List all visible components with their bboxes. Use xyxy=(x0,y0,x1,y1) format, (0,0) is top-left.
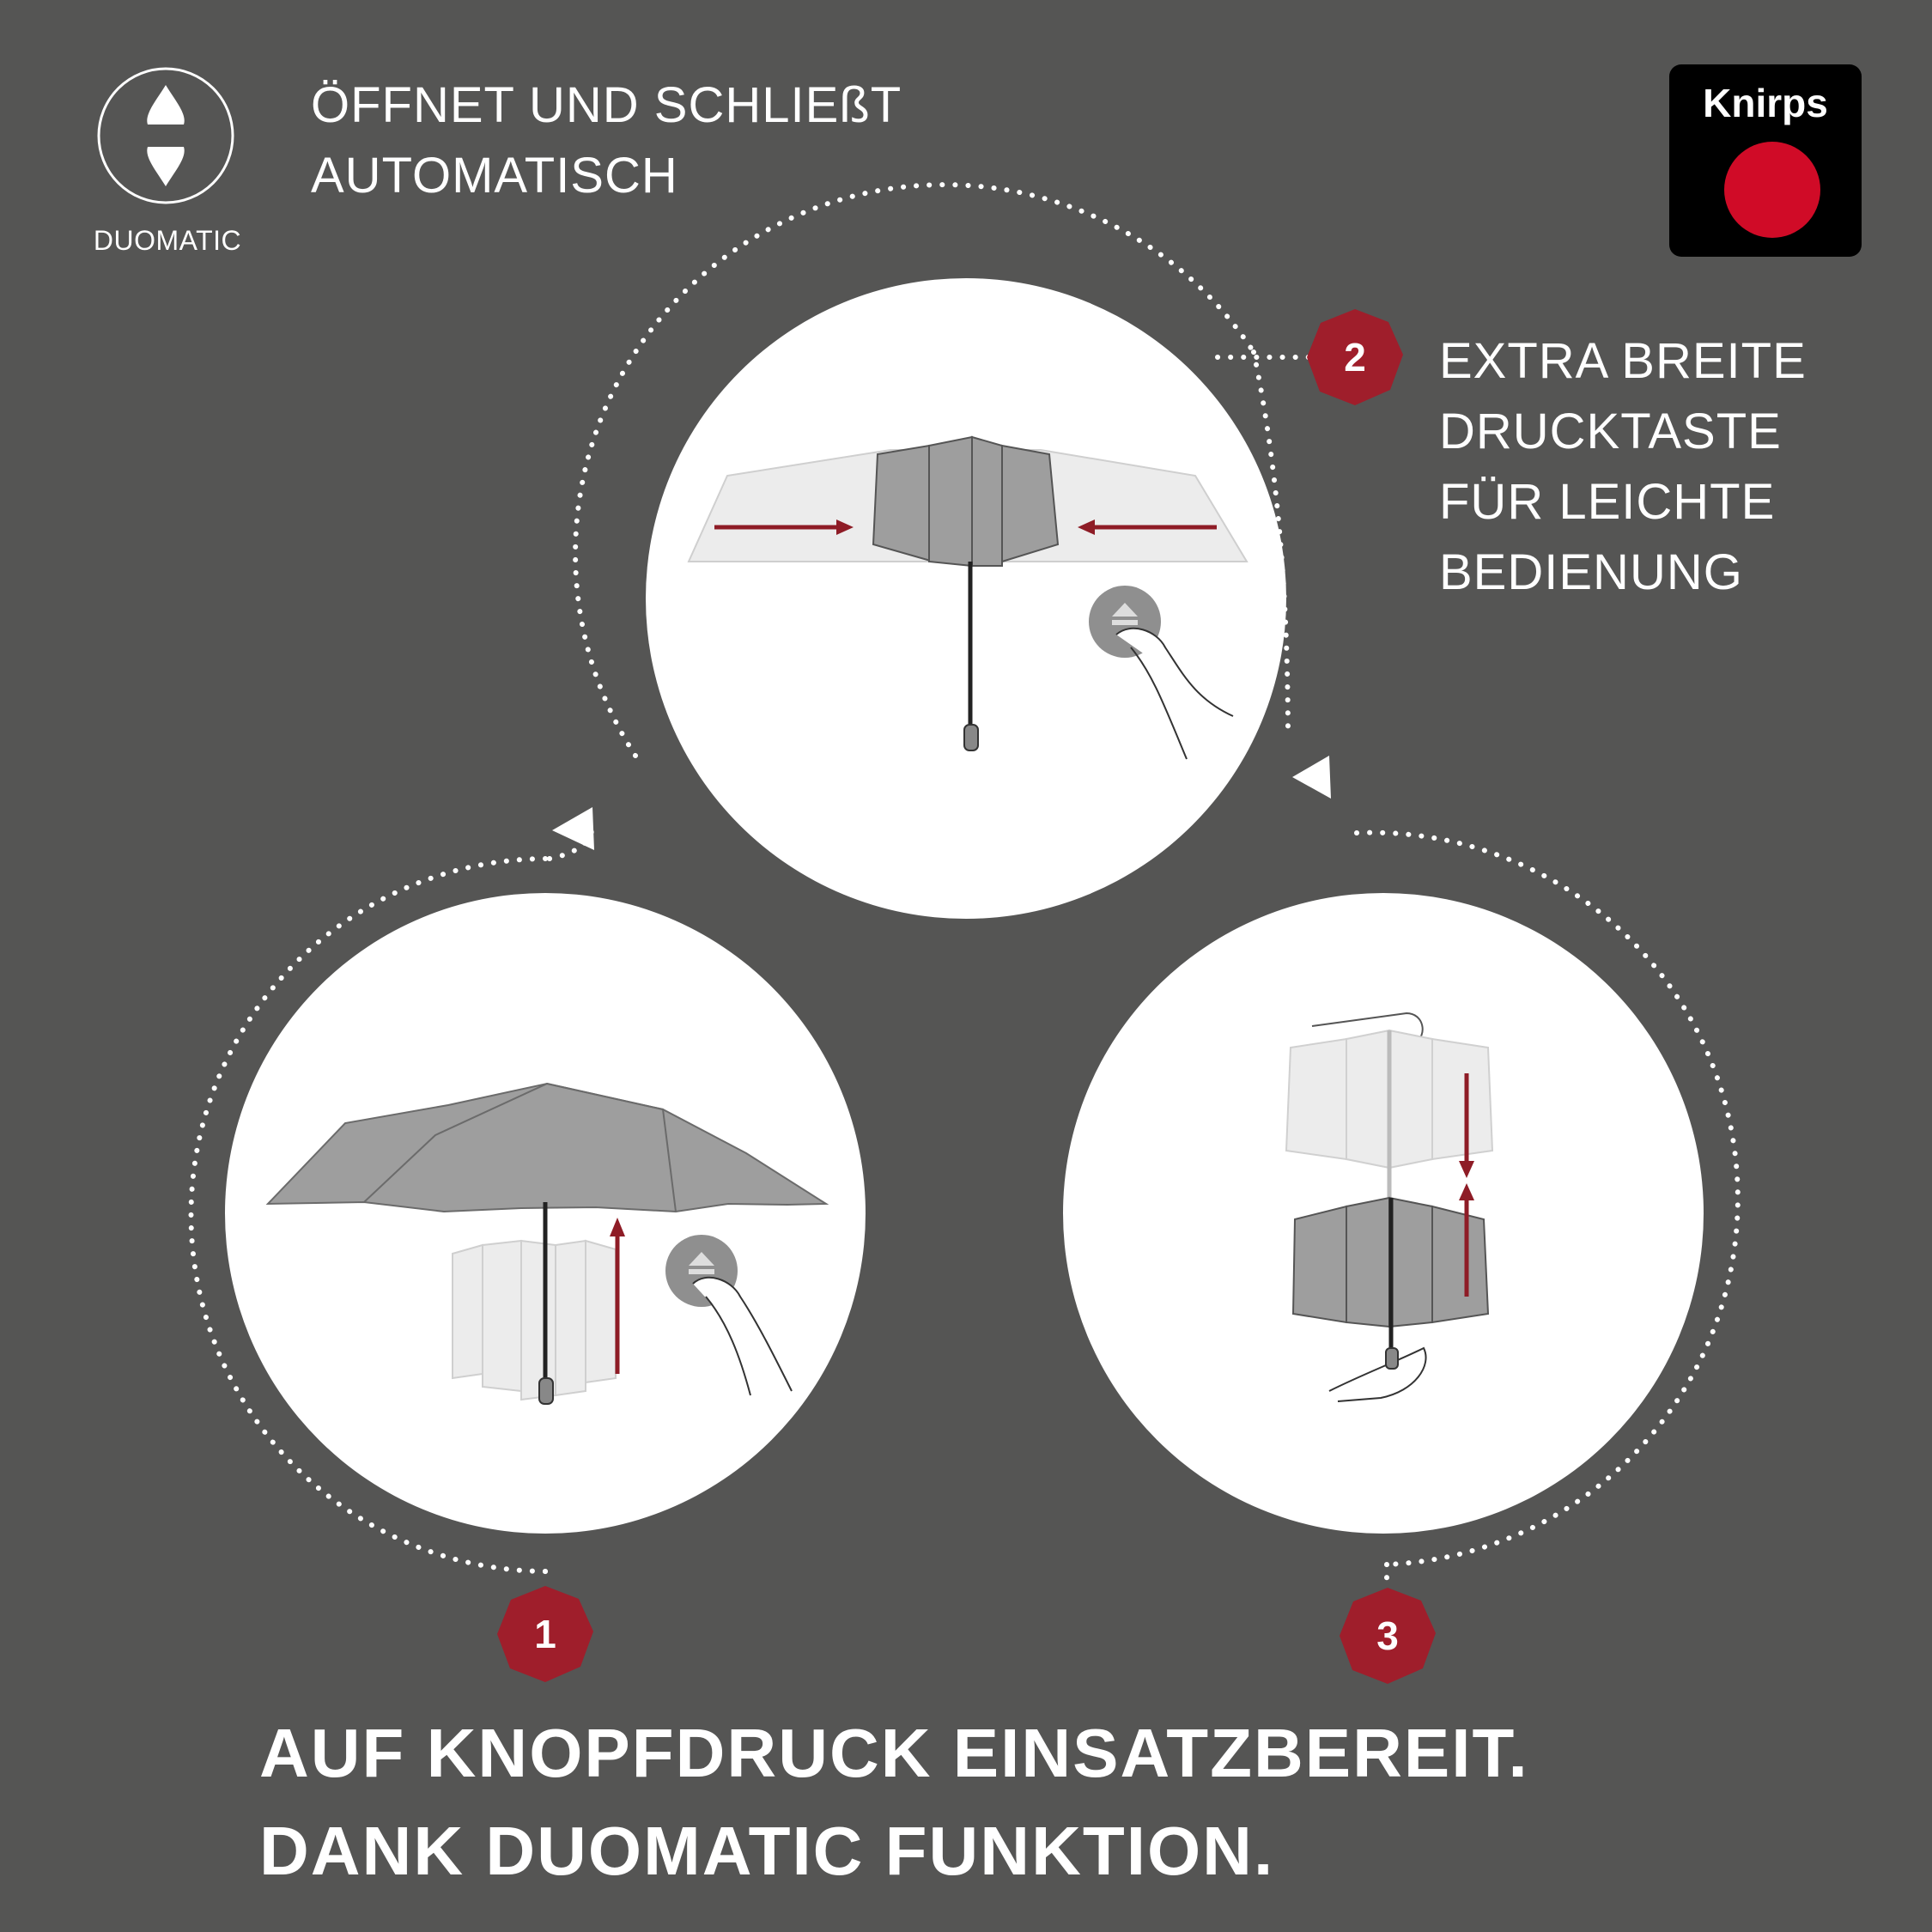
feature-line-2: DRUCKTASTE xyxy=(1439,404,1782,459)
feature-line-1: EXTRA BREITE xyxy=(1439,333,1807,389)
bottom-line-2: DANK DUOMATIC FUNKTION. xyxy=(259,1813,1275,1889)
header-title xyxy=(311,70,902,211)
header-title-line-1: ÖFFNET UND SCHLIEßT xyxy=(311,77,902,133)
step-2-number: 2 xyxy=(1344,335,1366,380)
arrowhead-2 xyxy=(1292,756,1331,799)
open-umbrella-button-press-icon xyxy=(225,893,866,1534)
bottom-headline xyxy=(259,1704,1529,1900)
step-1-number: 1 xyxy=(534,1612,556,1656)
step-3-illustration xyxy=(1063,893,1704,1534)
step-3-number: 3 xyxy=(1376,1613,1399,1658)
header-title-line-2: AUTOMATISCH xyxy=(311,148,678,204)
step-1-illustration xyxy=(225,893,866,1534)
bottom-line-1: AUF KNOPFDRUCK EINSATZBEREIT. xyxy=(259,1715,1529,1791)
arrowhead-1 xyxy=(552,807,594,850)
step-2-badge xyxy=(1305,307,1405,407)
closing-umbrella-button-press-icon xyxy=(646,278,1286,919)
feature-line-4: BEDIENUNG xyxy=(1439,544,1743,600)
feature-text xyxy=(1439,326,1807,608)
logo-dot xyxy=(1724,142,1820,238)
compress-shaft-hands-icon xyxy=(1063,893,1704,1534)
duomatic-label: DUOMATIC xyxy=(93,225,242,256)
feature-line-3: FÜR LEICHTE xyxy=(1439,474,1776,530)
step-1-badge xyxy=(495,1584,595,1684)
knirps-logo xyxy=(1669,64,1862,257)
step-2-illustration xyxy=(646,278,1286,919)
duomatic-icon xyxy=(96,66,235,205)
step-3-badge xyxy=(1338,1586,1437,1686)
logo-text: Knirps xyxy=(1703,81,1828,125)
